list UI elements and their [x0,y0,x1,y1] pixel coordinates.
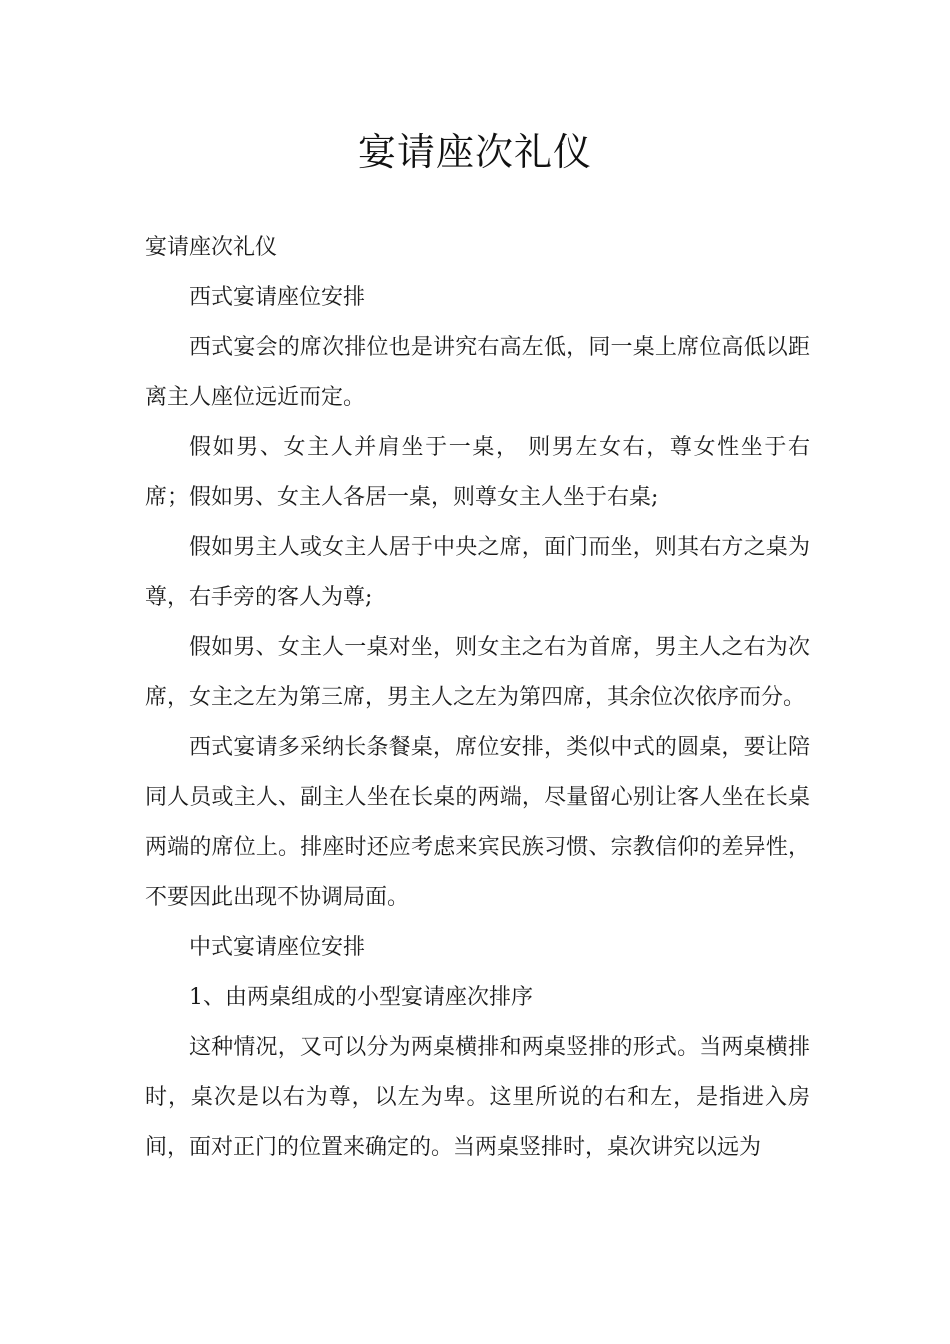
body-paragraph: 假如男、女主人一桌对坐，则女主之右为首席，男主人之右为次席，女主之左为第三席，男主人之左为第四席，其余位次依序而分。 [145,635,810,710]
body-paragraph: 假如男、女主人并肩坐于一桌， 则男左女右，尊女性坐于右席；假如男、女主人各居一桌，则尊女主人坐于右桌; [145,435,810,510]
numbered-heading: 1、由两桌组成的小型宴请座次排序 [189,985,533,1010]
subsection-heading: 西式宴请座位安排 [189,285,366,310]
document-title: 宴请座次礼仪 [357,130,592,174]
body-paragraph: 这种情况，又可以分为两桌横排和两桌竖排的形式。当两桌横排时，桌次是以右为尊，以左为卑。这里所说的右和左，是指进入房间，面对正门的位置来确定的。当两桌竖排时，桌次讲究以远为 [145,1035,810,1160]
subsection-heading: 中式宴请座位安排 [189,935,366,960]
section-heading: 宴请座次礼仪 [145,235,278,260]
body-paragraph: 假如男主人或女主人居于中央之席，面门而坐，则其右方之桌为尊，右手旁的客人为尊; [145,535,810,610]
body-paragraph: 西式宴请多采纳长条餐桌，席位安排，类似中式的圆桌，要让陪同人员或主人、副主人坐在长桌的两端，尽量留心别让客人坐在长桌两端的席位上。排座时还应考虑来宾民族习惯、宗教信仰的差异性，不要因此出现不协调局面。 [145,735,810,910]
body-paragraph: 西式宴会的席次排位也是讲究右高左低，同一桌上席位高低以距离主人座位远近而定。 [145,335,810,410]
document-body [145,223,810,1173]
